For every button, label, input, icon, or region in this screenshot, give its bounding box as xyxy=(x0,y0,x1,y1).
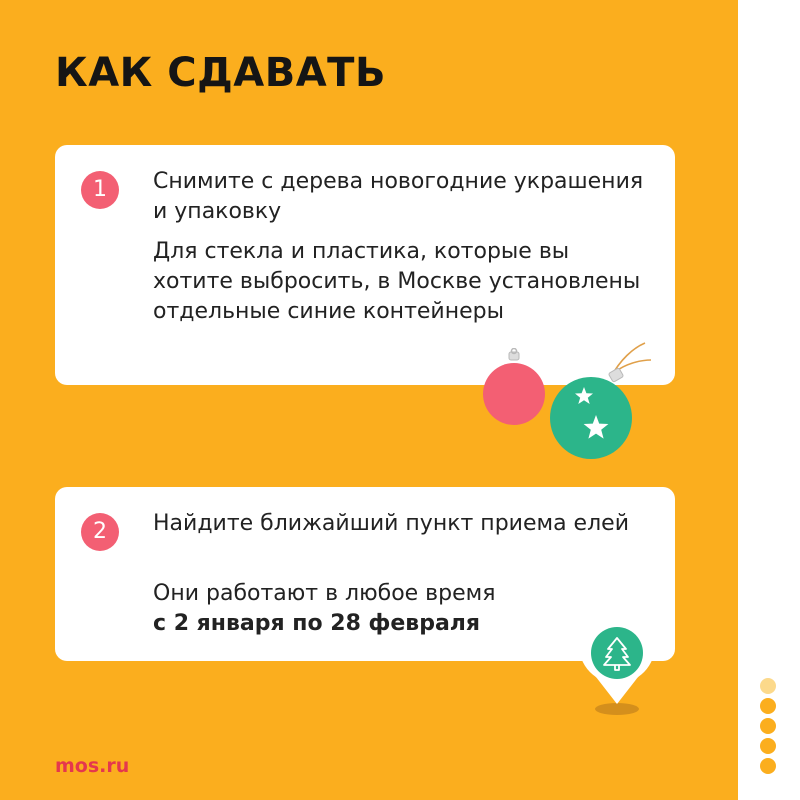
step-description: Для стекла и пластика, которые вы хотите выбросить, в Москве установлены отдельные синие контейнеры xyxy=(153,239,641,324)
page-title: КАК СДАВАТЬ xyxy=(55,50,386,96)
step-title: Найдите ближайший пункт приема елей xyxy=(153,511,629,536)
tree-location-pin-icon xyxy=(572,612,662,720)
pagination-dot[interactable] xyxy=(760,738,776,754)
red-bauble-icon xyxy=(478,348,550,432)
step-number-badge: 1 xyxy=(81,171,119,209)
step-description: Они работают в любое время xyxy=(153,581,496,606)
pagination-dot[interactable] xyxy=(760,698,776,714)
step-dates: с 2 января по 28 февраля xyxy=(153,611,481,636)
pagination-dot-active[interactable] xyxy=(760,678,776,694)
pagination-dot[interactable] xyxy=(760,718,776,734)
pagination-dot[interactable] xyxy=(760,758,776,774)
step-number-badge: 2 xyxy=(81,513,119,551)
step-title: Снимите с дерева новогодние украшения и упаковку xyxy=(153,169,644,224)
mos-ru-logo: mos.ru xyxy=(55,755,130,777)
pagination-dots xyxy=(760,678,778,778)
green-star-bauble-icon xyxy=(545,340,655,465)
